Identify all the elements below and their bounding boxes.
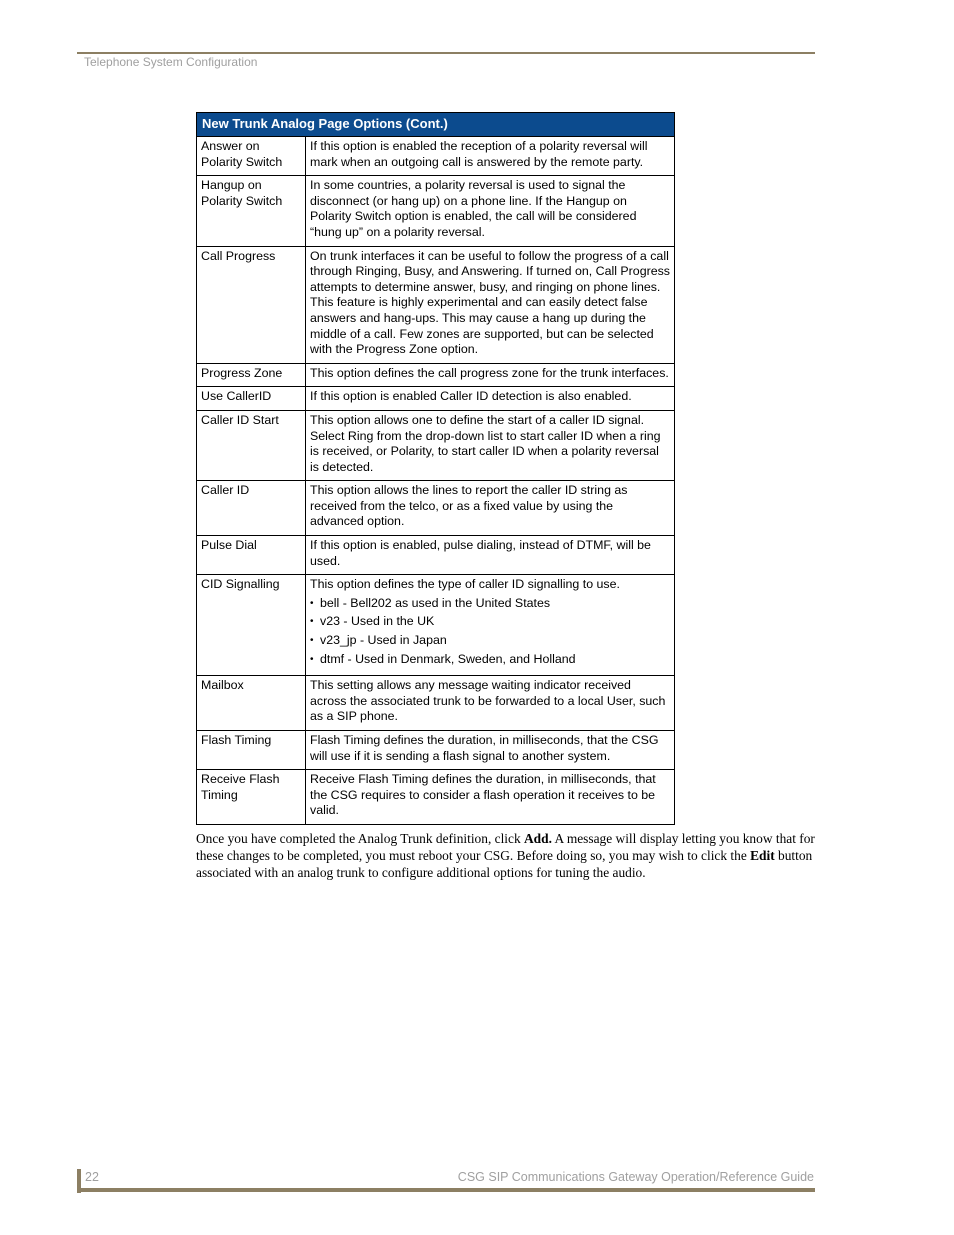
row-term: Use CallerID — [197, 387, 306, 411]
header-rule — [77, 52, 815, 54]
row-term: Flash Timing — [197, 731, 306, 770]
running-footer: CSG SIP Communications Gateway Operation/Reference Guide — [457, 1170, 814, 1184]
body-paragraph — [196, 830, 816, 881]
table-row — [197, 246, 675, 363]
row-description: If this option is enabled Caller ID detection is also enabled. — [306, 387, 675, 411]
table-row — [197, 410, 675, 480]
row-description: On trunk interfaces it can be useful to follow the progress of a call through Ringing, Busy, and Answering. If turned on, Call Progress attempts to determine answer, busy, and ringing on phone lines. This feature is highly experimental and can easily detect false answers and hang-ups. This may cause a hang up during the middle of a call. Few zones are supported, but can be selected with the Progress Zone option. — [306, 246, 675, 363]
list-item: • dtmf - Used in Denmark, Sweden, and Holland — [310, 652, 670, 668]
row-term: Mailbox — [197, 676, 306, 731]
row-term: Hangup on Polarity Switch — [197, 176, 306, 246]
table-row — [197, 481, 675, 536]
running-header: Telephone System Configuration — [84, 55, 258, 69]
row-description: Receive Flash Timing defines the duration, in milliseconds, that the CSG requires to consider a flash operation it receives to be valid. — [306, 770, 675, 825]
paragraph-text: Once you have completed the Analog Trunk definition, click — [196, 831, 525, 847]
table-row — [197, 387, 675, 411]
table-row — [197, 176, 675, 246]
row-term: CID Signalling — [197, 575, 306, 676]
row-description: If this option is enabled, pulse dialing, instead of DTMF, will be used. — [306, 536, 675, 575]
row-term: Progress Zone — [197, 363, 306, 387]
row-description: Flash Timing defines the duration, in milliseconds, that the CSG will use if it is sending a flash signal to another system. — [306, 731, 675, 770]
add-keyword: Add. — [524, 831, 552, 847]
table-row — [197, 770, 675, 825]
list-item: • v23 - Used in the UK — [310, 614, 670, 630]
row-description: If this option is enabled the reception of a polarity reversal will mark when an outgoing call is answered by the remote party. — [306, 137, 675, 176]
row-description: This option allows one to define the start of a caller ID signal. Select Ring from the drop-down list to start caller ID when a ring is received, or Polarity, to start caller ID when a polarity reversal is detected. — [306, 410, 675, 480]
table-title: New Trunk Analog Page Options (Cont.) — [197, 113, 675, 137]
row-description-text: This option defines the type of caller ID signalling to use. — [310, 577, 620, 592]
row-description: This option defines the call progress zone for the trunk interfaces. — [306, 363, 675, 387]
footer-rule — [77, 1188, 815, 1192]
table-row — [197, 731, 675, 770]
list-item: • bell - Bell202 as used in the United States — [310, 596, 670, 612]
table-row — [197, 575, 675, 676]
row-term: Caller ID — [197, 481, 306, 536]
table-row — [197, 363, 675, 387]
row-term: Call Progress — [197, 246, 306, 363]
edit-keyword: Edit — [750, 848, 775, 864]
table-header-row — [197, 113, 675, 137]
row-term: Receive Flash Timing — [197, 770, 306, 825]
row-term: Answer on Polarity Switch — [197, 137, 306, 176]
options-table — [196, 112, 675, 825]
row-term: Caller ID Start — [197, 410, 306, 480]
table-row — [197, 137, 675, 176]
list-item: • v23_jp - Used in Japan — [310, 633, 670, 649]
page-number: 22 — [85, 1170, 99, 1184]
row-description: This option allows the lines to report the caller ID string as received from the telco, or as a fixed value by using the advanced option. — [306, 481, 675, 536]
row-description: In some countries, a polarity reversal is used to signal the disconnect (or hang up) on a phone line. If the Hangup on Polarity Switch option is enabled, the call will be considered “hung up” on a polarity reversal. — [306, 176, 675, 246]
signalling-list — [310, 596, 670, 667]
table-row — [197, 536, 675, 575]
paragraph-text: A message will display letting you know that for these changes to be completed, you must reboot your CSG. Before doing so, you may wish to click the — [196, 831, 815, 864]
row-term: Pulse Dial — [197, 536, 306, 575]
paragraph-text: button associated with an analog trunk to configure additional options for tuning the audio. — [196, 848, 813, 881]
row-description: This setting allows any message waiting indicator received across the associated trunk to be forwarded to a local User, such as a SIP phone. — [306, 676, 675, 731]
row-description — [306, 575, 675, 676]
table-row — [197, 676, 675, 731]
